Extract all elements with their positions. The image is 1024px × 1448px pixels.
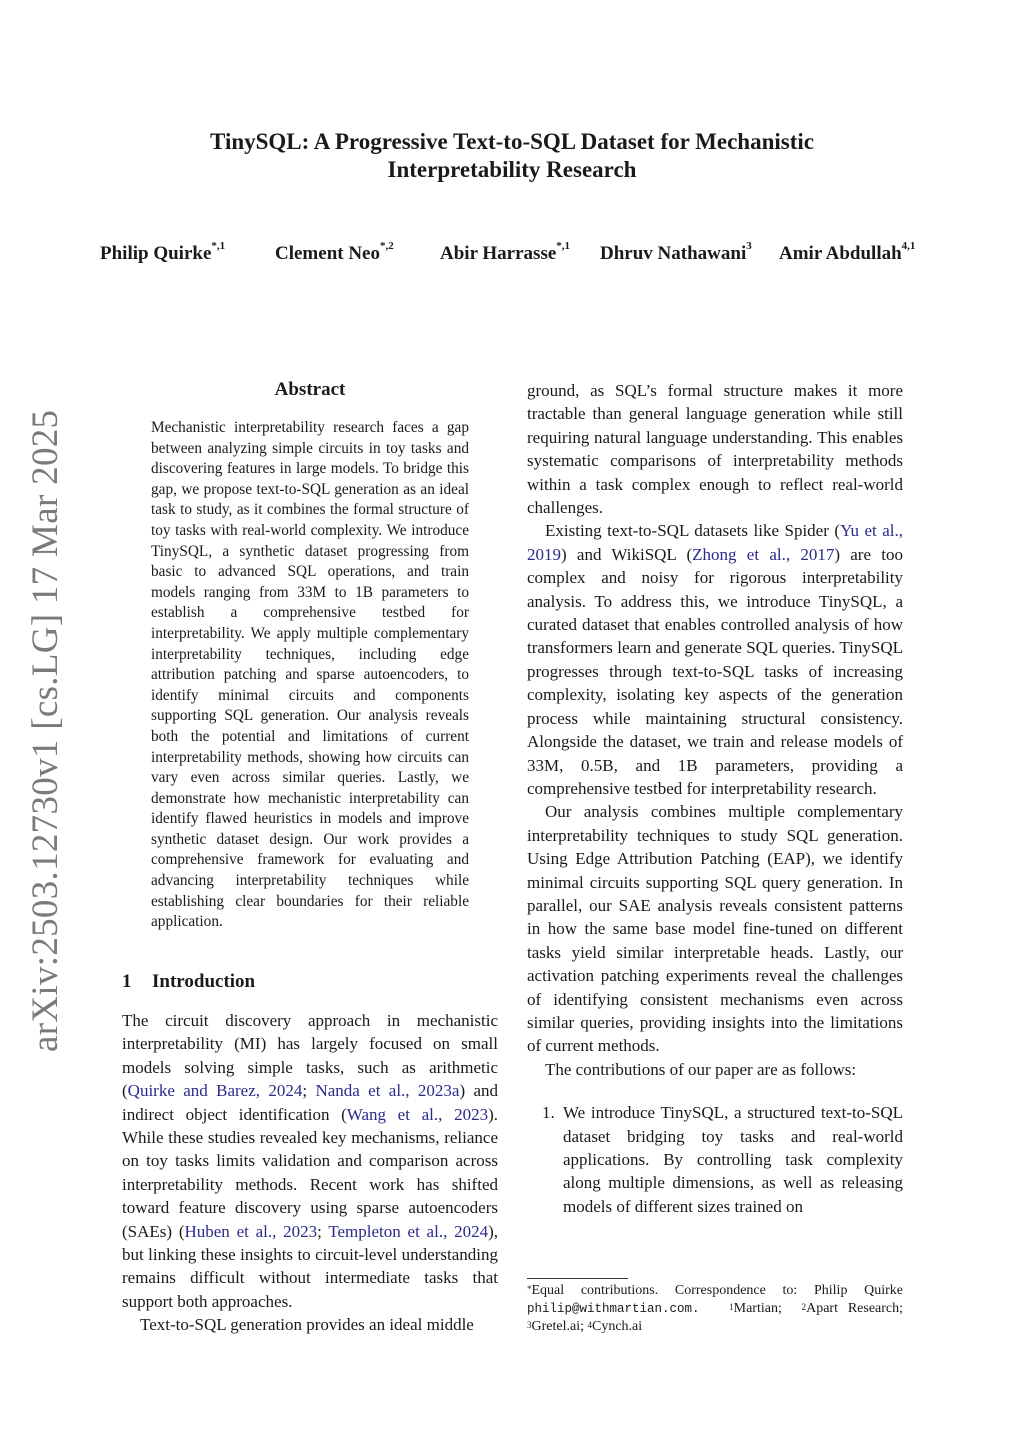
author-affiliation: *,1 — [556, 240, 571, 252]
left-column-text — [122, 1009, 498, 1337]
citation-wang[interactable]: Wang et al., 2023 — [346, 1104, 489, 1124]
author-3 — [440, 240, 571, 265]
citation-nanda[interactable]: Nanda et al., 2023a — [315, 1081, 460, 1101]
paper-title — [0, 128, 1024, 184]
contribution-list — [527, 1101, 903, 1218]
abstract-text: Mechanistic interpretability research faces a gap between analyzing simple circuits in toy tasks and discovering features in large models. To bridge this gap, we propose text-to-SQL generation as an ideal task to study, as it combines the formal structure of toy tasks with real-world complexity. We introduce TinySQL, a synthetic dataset progressing from basic to advanced SQL operations, and train models ranging from 33M to 1B parameters to establish a comprehensive testbed for interpretability. We apply multiple complementary interpretability techniques, including edge attribution patching and sparse autoencoders, to identify minimal circuits and components supporting SQL generation. Our analysis reveals both the potential and limitations of current interpretability methods, showing how circuits can vary even across similar queries. Lastly, we demonstrate how mechanistic interpretability can identify flawed heuristics in models and improve synthetic dataset design. Our work provides a comprehensive framework for evaluating and advancing interpretability techniques while establishing clear boundaries for their reliable application. — [151, 419, 469, 931]
footnote-divider — [527, 1278, 628, 1279]
text-run: The circuit discovery approach in mechanistic interpretability (MI) has largely focused on small models solving simple tasks, such as arithmetic ( — [122, 1011, 498, 1101]
citation-quirke-barez[interactable]: Quirke and Barez, 2024 — [127, 1081, 303, 1101]
footnote — [527, 1282, 903, 1336]
right-column-text — [527, 379, 903, 1218]
author-affiliation: 4,1 — [901, 240, 916, 252]
text-run: ) and indirect object identification ( — [122, 1081, 498, 1124]
affil-mark: 3 — [527, 1320, 532, 1330]
author-1 — [100, 240, 226, 265]
list-marker: 1. — [542, 1103, 555, 1123]
intro-paragraph-1 — [122, 1009, 498, 1313]
footnote-text: Equal contributions. Correspondence to: Philip Quirke — [531, 1283, 903, 1298]
intro-paragraph-3 — [527, 519, 903, 800]
intro-paragraph-2-start: Text-to-SQL generation provides an ideal middle — [140, 1315, 474, 1335]
citation-huben[interactable]: Huben et al., 2023 — [184, 1221, 318, 1241]
author-5 — [779, 240, 916, 265]
footnote-mark: * — [527, 1284, 532, 1294]
citation-yu[interactable]: Yu et al., 2019 — [527, 521, 903, 564]
text-run: ) are too complex and noisy for rigorous interpretability analysis. To address this, we introduce TinySQL, a curated dataset that enables controlled analysis of how transformers learn and generate SQL queries. TinySQL progresses through text-to-SQL tasks of increasing complexity, isolating key aspects of the generation process while maintaining structural consistency. Alongside the dataset, we train and release models of 33M, 0.5B, and 1B parameters, providing a comprehensive testbed for interpretability research. — [527, 544, 903, 798]
abstract-heading: Abstract — [274, 379, 346, 400]
author-2 — [275, 240, 394, 265]
author-name: Clement Neo — [275, 243, 380, 264]
title-line-1: TinySQL: A Progressive Text-to-SQL Dataset for Mechanistic — [210, 129, 814, 154]
author-name: Abir Harrasse — [440, 243, 557, 264]
author-name: Dhruv Nathawani — [600, 243, 747, 264]
footnote-email[interactable]: philip@withmartian.com. — [527, 1302, 700, 1316]
affil-mark: 4 — [587, 1320, 592, 1330]
abstract-body — [151, 418, 469, 933]
intro-paragraph-5: The contributions of our paper are as follows: — [545, 1059, 857, 1079]
author-4 — [600, 240, 752, 265]
author-affiliation: *,2 — [380, 240, 394, 252]
text-run: Existing text-to-SQL datasets like Spider ( — [545, 521, 841, 541]
section-heading-introduction — [122, 971, 255, 993]
citation-zhong[interactable]: Zhong et al., 2017 — [692, 544, 835, 564]
text-run: ), but linking these insights to circuit-level understanding remains difficult without intermediate tasks that support both approaches. — [122, 1221, 499, 1311]
affil-apart: Apart Research; — [806, 1301, 904, 1316]
affil-martian: Martian; — [733, 1301, 782, 1316]
affil-mark: 2 — [801, 1302, 807, 1312]
affil-cynch: Cynch.ai — [591, 1319, 643, 1334]
text-run: ; — [317, 1221, 329, 1241]
affil-gretel: Gretel.ai; — [531, 1319, 584, 1334]
author-affiliation: *,1 — [211, 240, 226, 252]
list-item: We introduce TinySQL, a structured text-to-SQL dataset bridging toy tasks and real-world applications. By controlling task complexity along multiple dimensions, as well as releasing models of different sizes trained on — [563, 1103, 903, 1216]
author-name: Philip Quirke — [100, 243, 212, 264]
text-run: ; — [302, 1081, 316, 1101]
author-affiliation: 3 — [746, 240, 752, 252]
author-list — [0, 240, 1024, 273]
title-line-2: Interpretability Research — [387, 157, 637, 182]
section-title: Introduction — [152, 971, 256, 992]
intro-paragraph-2-cont: ground, as SQL’s formal structure makes it more tractable than general language generation while still requiring natural language understanding. This enables systematic comparisons of interpretability methods within a task complex enough to reflect real-world challenges. — [527, 381, 903, 518]
intro-paragraph-4: Our analysis combines multiple complementary interpretability techniques to study SQL generation. Using Edge Attribution Patching (EAP), we identify minimal circuits supporting SQL query generation. In parallel, our SAE analysis reveals consistent patterns in how the same base model fine-tuned on different tasks yield similar interpretable heads. Lastly, our activation patching experiments reveal the challenges of identifying consistent mechanisms even across similar queries, providing insights into the limitations of current methods. — [527, 802, 903, 1056]
citation-templeton[interactable]: Templeton et al., 2024 — [328, 1221, 489, 1241]
author-name: Amir Abdullah — [779, 243, 902, 264]
affil-mark: 1 — [729, 1302, 734, 1312]
text-run: ) and WikiSQL ( — [561, 544, 693, 564]
text-run: ). While these studies revealed key mechanisms, reliance on toy tasks limits validation and comparison across interpretability methods. Recent work has shifted toward feature discovery using sparse autoencoders (SAEs) ( — [122, 1104, 498, 1241]
section-number: 1 — [122, 971, 132, 992]
arxiv-identifier: arXiv:2503.12730v1 [cs.LG] 17 Mar 2025 — [25, 409, 66, 1052]
